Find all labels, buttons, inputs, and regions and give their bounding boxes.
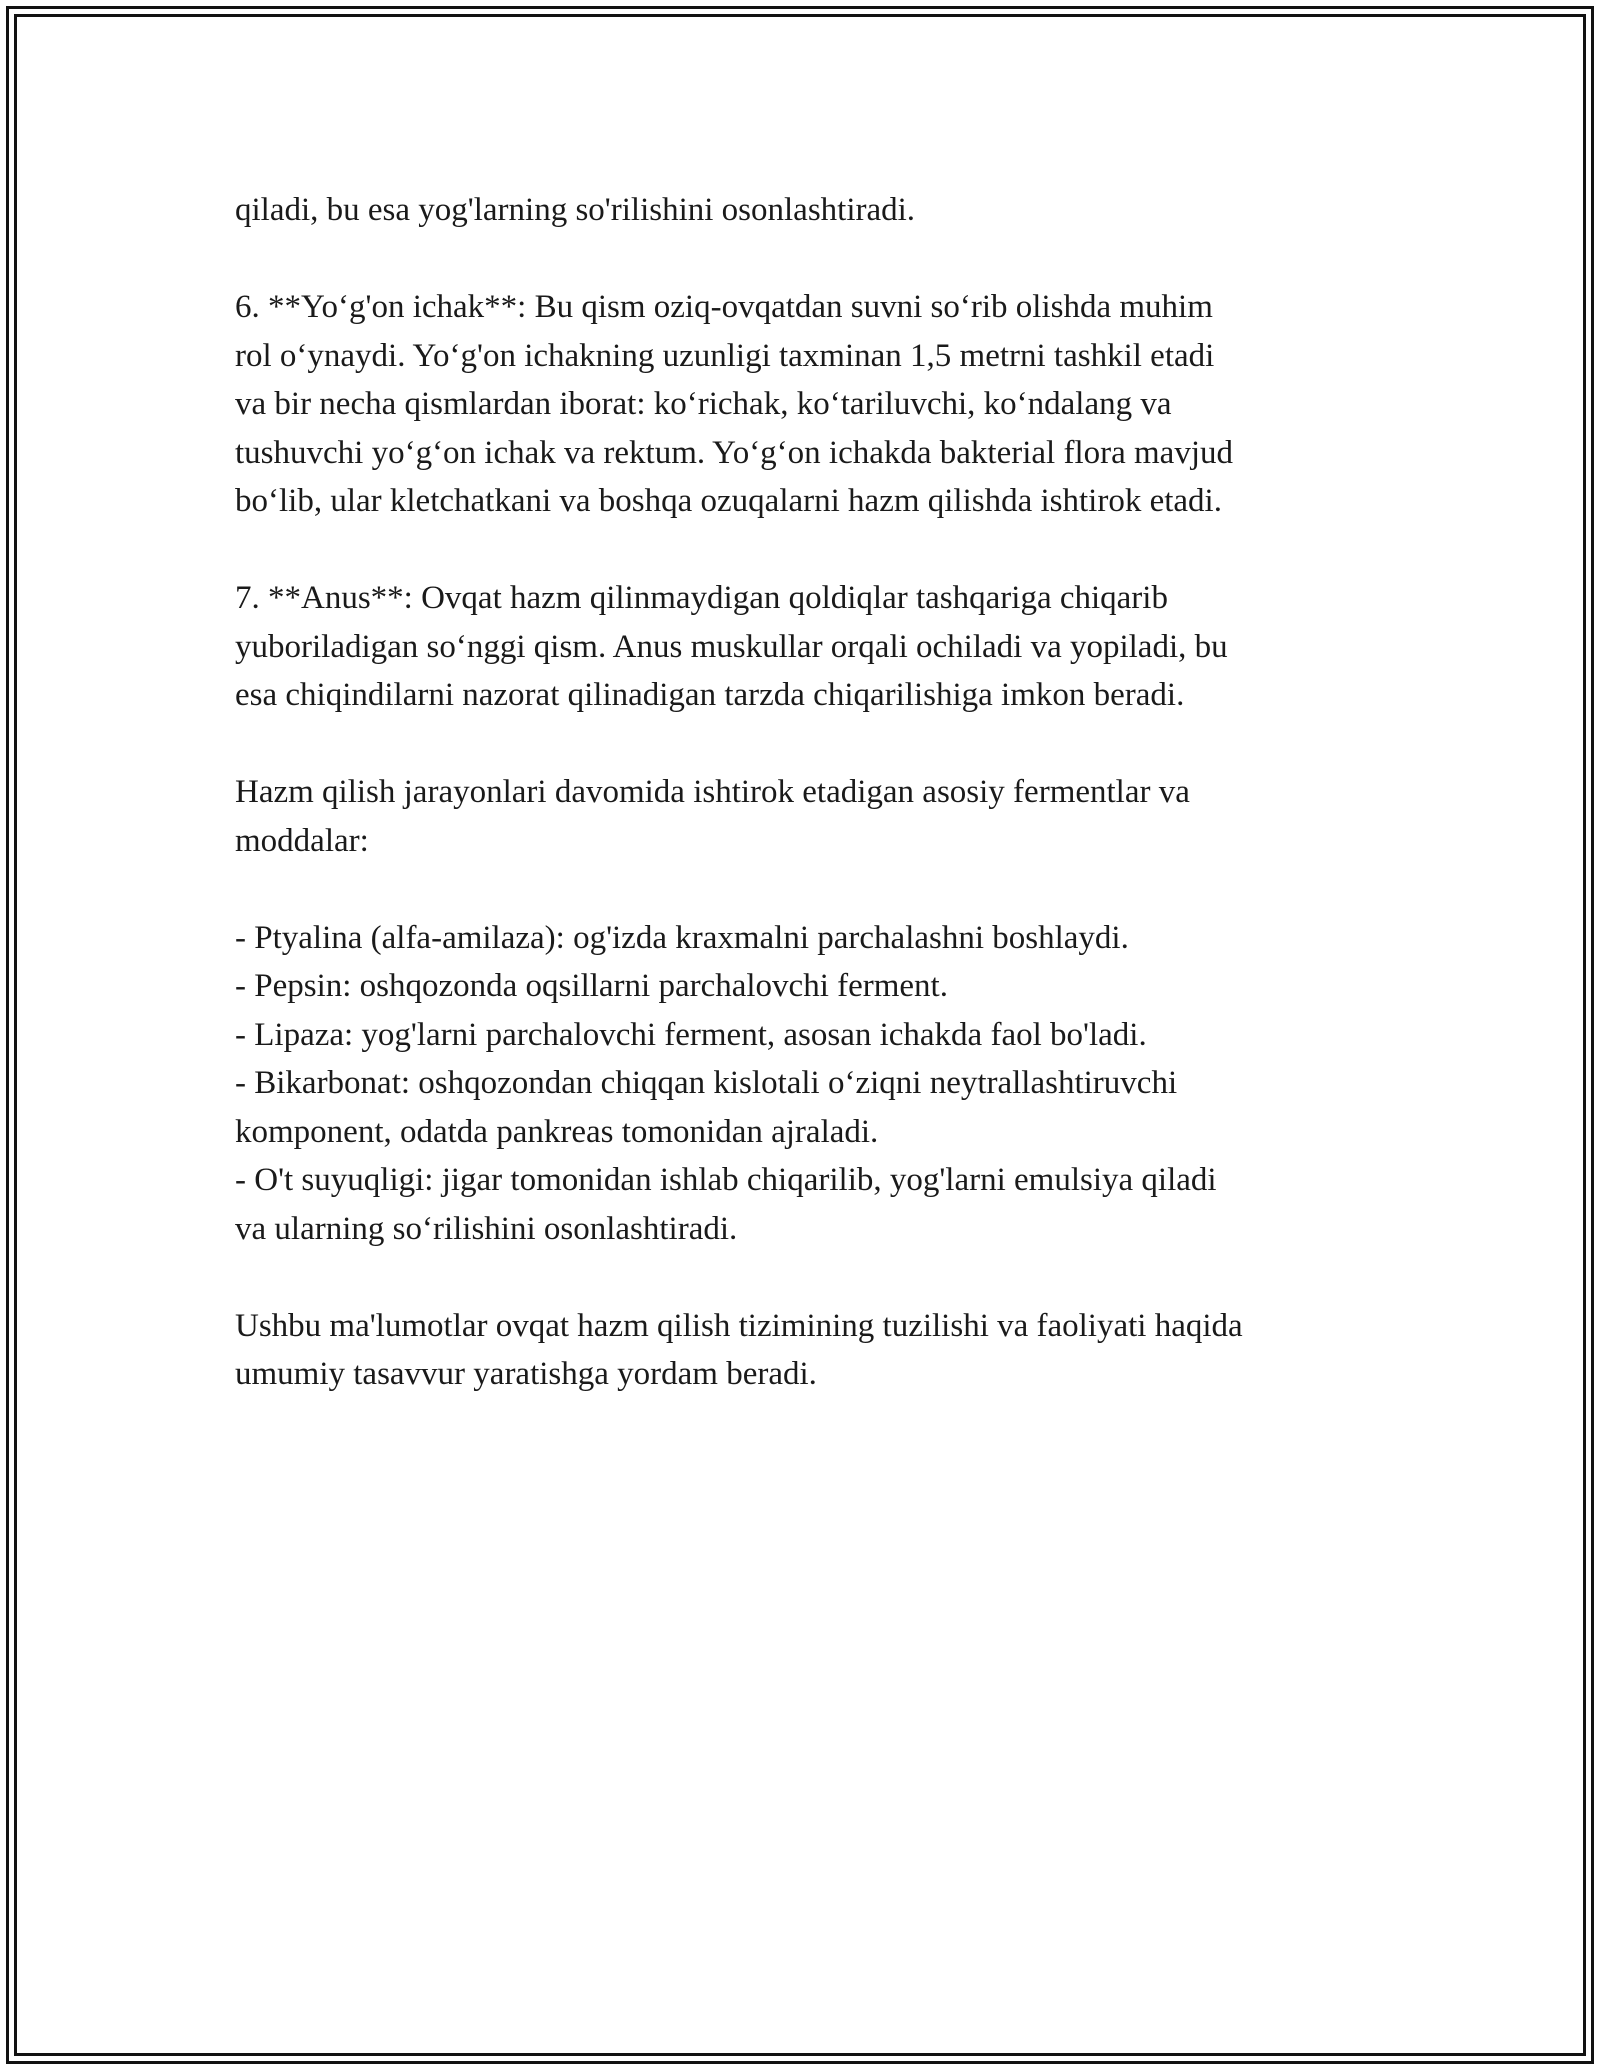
enzyme-list: - Ptyalina (alfa-amilaza): og'izda kraxmalni parchalashni boshlaydi. - Pepsin: oshqozonda oqsillarni parchalovchi ferment. - Lipaza: yog'larni parchalovchi ferment, asosan ichakda faol bo'ladi. - Bikarbonat: oshqozondan chiqqan kislotali o‘ziqni neytrallashtiruvchi komponent, odatda pankreas tomonidan ajraladi. - O't suyuqligi: jigar tomonidan ishlab chiqarilib, yog'larni emulsiya qiladi va ularning so‘rilishini osonlashtiradi. bbox=[235, 919, 1217, 1247]
paragraph-anus: 7. **Anus**: Ovqat hazm qilinmaydigan qoldiqlar tashqariga chiqarib yuboriladigan so‘nggi qism. Anus muskullar orqali ochiladi va yopiladi, bu esa chiqindilarni nazorat qilinadigan tarzda chiqarilishiga imkon beradi. bbox=[235, 580, 1228, 713]
paragraph-gap bbox=[235, 235, 1365, 284]
paragraph-continuation: qiladi, bu esa yog'larning so'rilishini osonlashtiradi. bbox=[235, 192, 916, 228]
paragraph-enzymes-intro: Hazm qilish jarayonlari davomida ishtirok etadigan asosiy fermentlar va moddalar: bbox=[235, 774, 1190, 859]
paragraph-gap bbox=[235, 1253, 1365, 1302]
paragraph-gap bbox=[235, 526, 1365, 575]
document-body bbox=[235, 186, 1365, 1399]
paragraph-gap bbox=[235, 720, 1365, 769]
paragraph-large-intestine: 6. **Yo‘g'on ichak**: Bu qism oziq-ovqatdan suvni so‘rib olishda muhim rol o‘ynaydi. Yo‘g'on ichakning uzunligi taxminan 1,5 metrni tashkil etadi va bir necha qismlardan iborat: ko‘richak, ko‘tariluvchi, ko‘ndalang va tushuvchi yo‘g‘on ichak va rektum. Yo‘g‘on ichakda bakterial flora mavjud bo‘lib, ular kletchatkani va boshqa ozuqalarni hazm qilishda ishtirok etadi. bbox=[235, 289, 1233, 519]
paragraph-gap bbox=[235, 865, 1365, 914]
paragraph-conclusion: Ushbu ma'lumotlar ovqat hazm qilish tizimining tuzilishi va faoliyati haqida umumiy tasavvur yaratishga yordam beradi. bbox=[235, 1307, 1243, 1392]
